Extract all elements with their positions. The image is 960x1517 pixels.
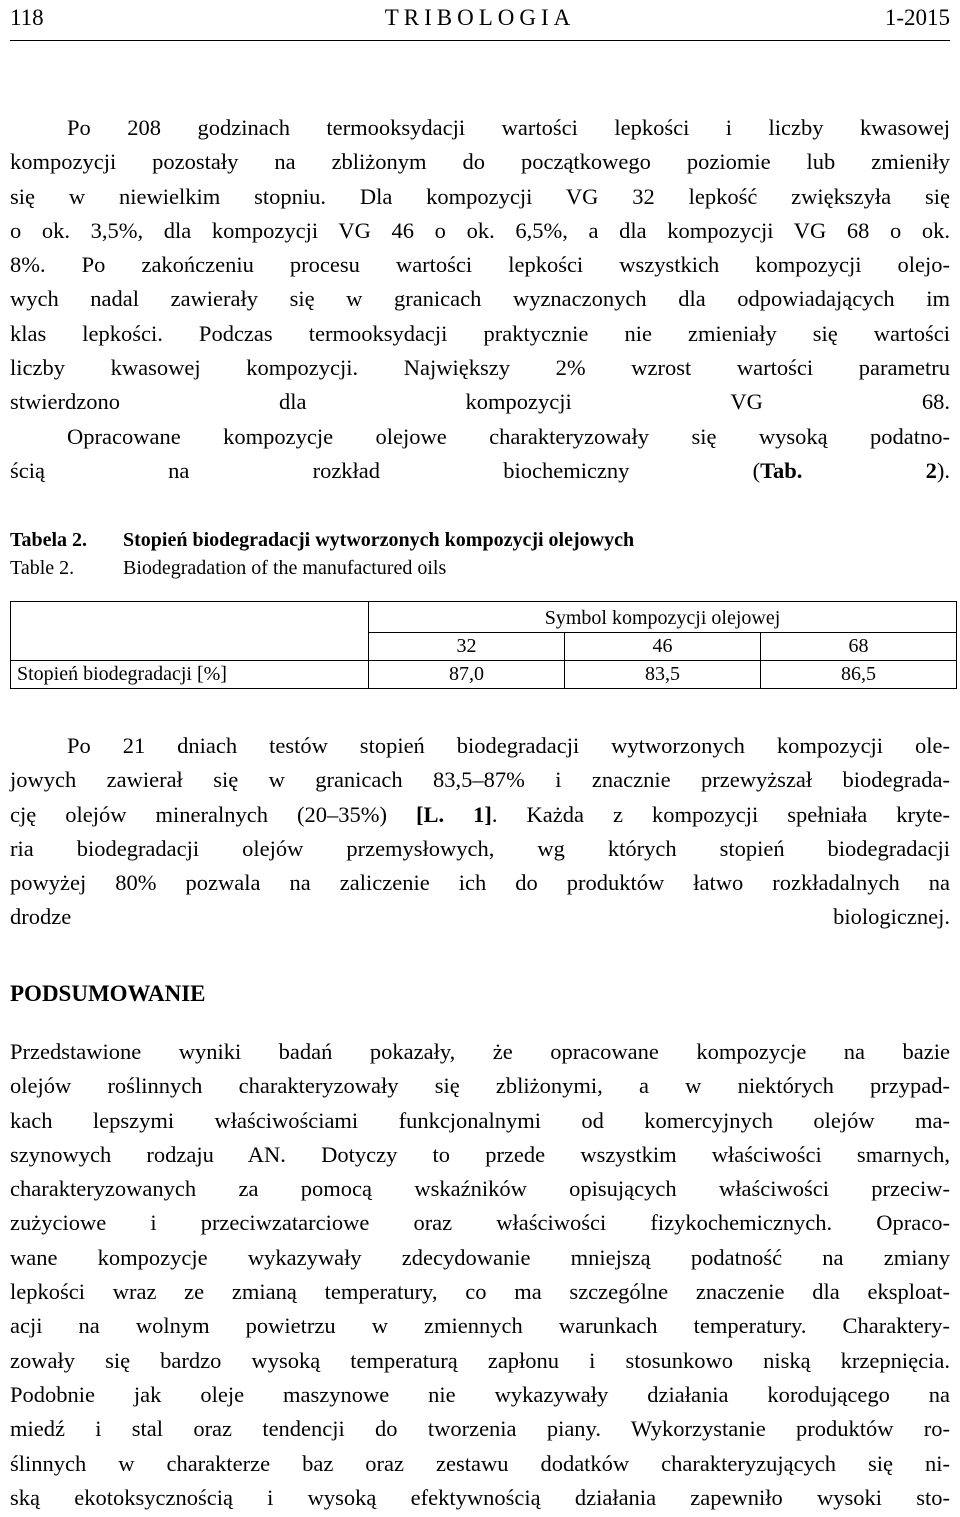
paragraph-thermooxidation [10, 111, 950, 420]
paragraph-results [10, 729, 950, 935]
table-title-pl: Stopień biodegradacji wytworzonych kompozycji olejowych [123, 529, 635, 551]
text-line: wych nadal zawierały się w granicach wyznaczonych dla odpowiadających im [10, 286, 950, 312]
empty-corner-cell [11, 602, 369, 661]
text-line: Przedstawione wyniki badań pokazały, że opracowane kompozycje na bazie [10, 1039, 950, 1064]
text-line [10, 454, 950, 488]
text-line: ślinnych w charakterze baz oraz zestawu dodatków charakteryzujących się ni- [10, 1450, 950, 1476]
text-line: Opracowane kompozycje olejowe charakteryzowały się wysoką podatno- [67, 424, 950, 449]
paragraph-biodegradability [10, 420, 950, 489]
text-line: Po 21 dniach testów stopień biodegradacji wytworzonych kompozycji ole- [67, 733, 950, 758]
text-line: ską ekotoksycznością i wysoką efektywnością działania zapewniło wysoki sto- [10, 1484, 950, 1510]
table-row [11, 661, 957, 689]
table-label-en: Table 2. [10, 557, 75, 579]
literature-reference: [L. 1] [415, 801, 492, 827]
page-number: 118 [10, 5, 44, 30]
text-line: lepkości wraz ze zmianą temperatury, co ma szczególne znaczenie dla eksploat- [10, 1279, 950, 1305]
text-line: kach lepszymi właściwościami funkcjonalnymi od komercyjnych olejów ma- [10, 1107, 950, 1133]
text-line: ria biodegradacji olejów przemysłowych, wg których stopień biodegradacji [10, 835, 950, 861]
text-line: wane kompozycje wykazywały zdecydowanie mniejszą podatność na zmiany [10, 1244, 950, 1270]
text-fragment: cję olejów mineralnych (20–35%) [10, 801, 416, 827]
text-fragment: . Każda z kompozycji spełniała kryte- [491, 801, 950, 827]
text-line: szynowych rodzaju AN. Dotyczy to przede wszystkim właściwości smarnych, [10, 1141, 950, 1167]
value-cell-68: 86,5 [761, 661, 957, 689]
column-header-46: 46 [565, 633, 761, 661]
text-line: zużyciowe i przeciwzatarciowe oraz właściwości fizykochemicznych. Opraco- [10, 1210, 950, 1236]
biodegradation-table [10, 601, 957, 689]
text-line: acji na wolnym powietrzu w zmiennych warunkach temperatury. Charaktery- [10, 1313, 950, 1339]
section-heading: PODSUMOWANIE [10, 981, 206, 1006]
issue-number: 1-2015 [884, 5, 950, 30]
paragraph-summary [10, 1035, 950, 1515]
text-line: zowały się bardzo wysoką temperaturą zapłonu i stosunkowo niską krzepnięcia. [10, 1347, 950, 1373]
text-fragment: ścią na rozkład biochemiczny ( [10, 458, 761, 484]
text-line: się w niewielkim stopniu. Dla kompozycji VG 32 lepkość zwiększyła się [10, 183, 950, 209]
text-line: 8%. Po zakończeniu procesu wartości lepkości wszystkich kompozycji olejo- [10, 252, 950, 278]
text-line: drodze biologicznej. [10, 904, 950, 930]
table-row [11, 602, 957, 633]
text-line: liczby kwasowej kompozycji. Największy 2% wzrost wartości parametru [10, 355, 950, 381]
text-line: Podobnie jak oleje maszynowe nie wykazywały działania korodującego na [10, 1381, 950, 1407]
text-line: klas lepkości. Podczas termooksydacji praktycznie nie zmieniały się wartości [10, 320, 950, 346]
table-caption-en [10, 555, 446, 582]
table-title-en: Biodegradation of the manufactured oils [123, 557, 447, 579]
text-line: jowych zawierał się w granicach 83,5–87% i znacznie przewyższał biodegrada- [10, 767, 950, 793]
text-line: olejów roślinnych charakteryzowały się zbliżonymi, a w niektórych przypad- [10, 1073, 950, 1099]
text-line: o ok. 3,5%, dla kompozycji VG 46 o ok. 6,5%, a dla kompozycji VG 68 o ok. [10, 217, 950, 243]
table-caption-pl [10, 527, 634, 554]
column-header-68: 68 [761, 633, 957, 661]
table-reference: Tab. 2 [760, 458, 937, 484]
table-label-pl: Tabela 2. [10, 529, 88, 551]
journal-title: TRIBOLOGIA [384, 5, 576, 30]
running-header [10, 0, 950, 41]
text-fragment: ). [936, 458, 950, 484]
row-label: Stopień biodegradacji [%] [11, 661, 369, 689]
group-header-cell: Symbol kompozycji olejowej [369, 602, 957, 633]
value-cell-46: 83,5 [565, 661, 761, 689]
text-line: miedź i stal oraz tendencji do tworzenia piany. Wykorzystanie produktów ro- [10, 1416, 950, 1442]
text-line: kompozycji pozostały na zbliżonym do początkowego poziomie lub zmieniły [10, 149, 950, 175]
text-line: stwierdzono dla kompozycji VG 68. [10, 389, 950, 415]
text-line [10, 798, 950, 832]
value-cell-32: 87,0 [369, 661, 565, 689]
column-header-32: 32 [369, 633, 565, 661]
text-line: powyżej 80% pozwala na zaliczenie ich do produktów łatwo rozkładalnych na [10, 870, 950, 896]
text-line: Po 208 godzinach termooksydacji wartości lepkości i liczby kwasowej [67, 115, 950, 140]
text-line: charakteryzowanych za pomocą wskaźników opisujących właściwości przeciw- [10, 1176, 950, 1202]
